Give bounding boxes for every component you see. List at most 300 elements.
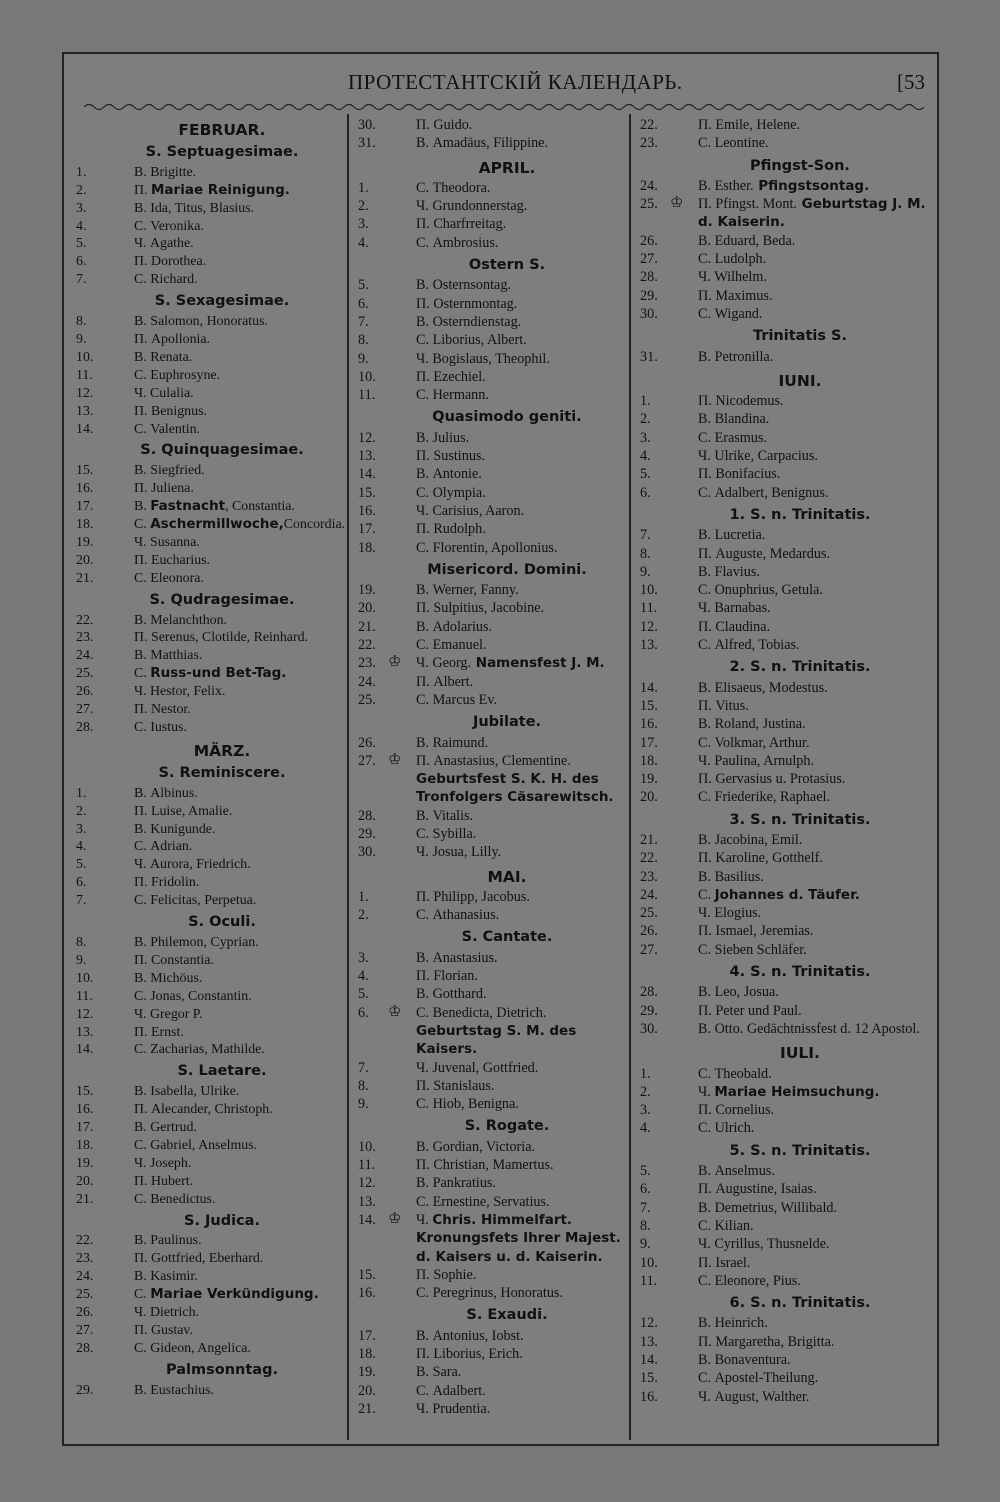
weekday-abbrev: В. xyxy=(134,314,147,330)
sunday-heading: S. Oculi. xyxy=(188,914,256,931)
weekday-abbrev: С. xyxy=(698,789,712,806)
weekday-abbrev: В. xyxy=(416,1138,430,1155)
day-number: 7. xyxy=(76,893,87,909)
calendar-day-row xyxy=(68,1232,346,1250)
saint-names: Eucharius. xyxy=(151,552,211,568)
day-number: 29. xyxy=(640,287,658,304)
calendar-day-row xyxy=(350,1363,634,1381)
day-number: 6. xyxy=(640,484,651,501)
weekday-abbrev: Ч. xyxy=(416,198,429,215)
calendar-day-row xyxy=(350,295,634,313)
day-number: 12. xyxy=(76,1006,94,1022)
feast-day: Geburtstag S. M. des Kaisers. xyxy=(416,1022,577,1058)
calendar-day-row xyxy=(632,1217,938,1235)
calendar-day-row xyxy=(632,1083,938,1101)
saint-names: Peregrinus, Honoratus. xyxy=(432,1285,563,1302)
weekday-abbrev: В. xyxy=(416,429,430,446)
day-number: 18. xyxy=(358,1346,376,1362)
saint-names: Elisaeus, Modestus. xyxy=(714,679,828,696)
day-number: 25. xyxy=(76,666,94,682)
calendar-day-row xyxy=(350,967,634,985)
day-number: 4. xyxy=(76,839,87,855)
day-number: 27. xyxy=(76,1323,94,1338)
calendar-day-row xyxy=(350,734,634,752)
weekday-abbrev: В. xyxy=(134,1120,147,1136)
day-number: 23. xyxy=(76,1251,94,1267)
day-number: 13. xyxy=(640,1333,658,1350)
weekday-abbrev: В. xyxy=(698,831,712,848)
calendar-day-row xyxy=(68,349,346,367)
saint-names: Osternsontag. xyxy=(432,277,511,294)
day-number: 9. xyxy=(76,331,87,347)
calendar-day-row xyxy=(632,752,938,770)
saint-names: Hiob, Benigna. xyxy=(432,1096,519,1113)
day-number: 20. xyxy=(358,600,376,617)
day-number: 10. xyxy=(76,970,94,986)
calendar-day-row xyxy=(632,563,938,581)
weekday-abbrev: В. xyxy=(698,232,712,249)
saint-names: Fridolin. xyxy=(151,875,200,891)
saint-names: Adolarius. xyxy=(432,618,493,635)
day-number: 24. xyxy=(76,648,94,664)
calendar-day-row xyxy=(350,465,634,483)
calendar-day-row xyxy=(68,1340,346,1358)
calendar-day-row xyxy=(632,1020,938,1038)
weekday-abbrev: П. xyxy=(416,1157,430,1174)
day-number: 21. xyxy=(76,1191,94,1207)
calendar-day-row xyxy=(350,1193,634,1211)
day-number: 14. xyxy=(640,1352,658,1368)
day-number: 10. xyxy=(76,349,94,365)
calendar-day-row xyxy=(632,636,938,654)
day-number: 7. xyxy=(640,527,651,544)
calendar-day-row xyxy=(632,1333,938,1351)
sunday-heading: S. Quinquagesimae. xyxy=(140,442,304,459)
day-number: 7. xyxy=(358,313,369,330)
saint-names: Barnabas. xyxy=(714,600,771,617)
day-number: 15. xyxy=(358,1266,376,1283)
weekday-abbrev: С. xyxy=(134,421,147,437)
calendar-day-row xyxy=(68,629,346,647)
weekday-abbrev: В. xyxy=(416,618,430,635)
calendar-day-row xyxy=(68,516,346,534)
weekday-abbrev: С. xyxy=(416,1096,430,1113)
saint-names: Benignus. xyxy=(151,403,207,419)
weekday-abbrev: С. xyxy=(698,734,712,751)
feast-day: Namensfest J. M. xyxy=(471,655,605,672)
weekday-abbrev: П. xyxy=(698,466,712,483)
saint-names: Grundonnerstag. xyxy=(432,198,528,215)
day-number: 16. xyxy=(358,1285,376,1302)
weekday-abbrev: С. xyxy=(416,1193,430,1210)
day-number: 2. xyxy=(358,907,369,924)
calendar-day-row xyxy=(68,892,346,910)
calendar-day-row xyxy=(68,498,346,516)
calendar-day-row xyxy=(68,1155,346,1173)
day-number: 7. xyxy=(640,1199,651,1216)
calendar-day-row xyxy=(632,1369,938,1387)
crown-icon: ♔ xyxy=(388,654,402,671)
weekday-abbrev: В. xyxy=(698,1315,712,1332)
weekday-abbrev: П. xyxy=(416,368,430,385)
weekday-abbrev: П. xyxy=(134,1323,148,1338)
calendar-day-row xyxy=(632,734,938,752)
weekday-abbrev: В. xyxy=(134,349,147,365)
saint-names: Olympia. xyxy=(432,484,486,501)
day-number: 1. xyxy=(640,1065,651,1082)
saint-names: Eleonore, Pius. xyxy=(714,1272,801,1289)
saint-names: Apollonia. xyxy=(151,331,211,347)
weekday-abbrev: П. xyxy=(698,1181,712,1198)
weekday-abbrev: В. xyxy=(698,348,712,365)
weekday-abbrev: П. xyxy=(698,850,712,867)
weekday-abbrev: С. xyxy=(416,907,430,924)
calendar-day-row xyxy=(350,985,634,1003)
weekday-abbrev: Ч. xyxy=(416,844,429,861)
calendar-day-row xyxy=(350,825,634,843)
saint-names: Hubert. xyxy=(151,1173,194,1189)
sunday-heading: Ostern S. xyxy=(468,257,546,274)
weekday-abbrev: С. xyxy=(134,1191,147,1207)
day-number: 14. xyxy=(640,679,658,696)
weekday-abbrev: П. xyxy=(698,697,712,714)
day-number: 17. xyxy=(76,1120,94,1136)
crown-icon: ♔ xyxy=(388,751,402,768)
calendar-day-row xyxy=(68,1304,346,1322)
day-number: 16. xyxy=(358,502,376,519)
calendar-day-row xyxy=(350,843,634,861)
saint-names: Sulpitius, Jacobine. xyxy=(433,600,545,617)
saint-names: Carisius, Aaron. xyxy=(432,502,525,519)
calendar-day-row xyxy=(350,1004,634,1059)
weekday-abbrev: С. xyxy=(698,1217,712,1234)
saint-names: Ida, Titus, Blasius. xyxy=(150,200,255,216)
calendar-day-row xyxy=(350,1284,634,1302)
calendar-day-row xyxy=(632,941,938,959)
day-number: 2. xyxy=(640,411,651,428)
saint-names: Ludolph. xyxy=(714,251,767,268)
feast-day: Pfingstsontag. xyxy=(753,177,870,194)
day-number: 5. xyxy=(640,1163,651,1180)
saint-names: Pfingst. Mont. xyxy=(715,196,797,213)
saint-names: Bonifacius. xyxy=(715,466,781,483)
weekday-abbrev: С. xyxy=(134,517,147,533)
day-number: 12. xyxy=(358,1175,376,1192)
sunday-heading: 4. S. n. Trinitatis. xyxy=(729,964,871,981)
day-number: 13. xyxy=(358,1193,376,1210)
calendar-day-row xyxy=(68,970,346,988)
saint-names: Peter und Paul. xyxy=(715,1002,802,1019)
weekday-abbrev: В. xyxy=(134,1233,147,1249)
weekday-abbrev: В. xyxy=(134,463,147,479)
weekday-abbrev: П. xyxy=(416,1346,430,1362)
saint-names: Juvenal, Gottfried. xyxy=(432,1059,539,1076)
month-heading: IULI. xyxy=(780,1044,820,1063)
calendar-day-row xyxy=(632,1254,938,1272)
day-number: 19. xyxy=(76,1155,94,1171)
weekday-abbrev: С. xyxy=(416,234,430,251)
saint-names: Otto. Gedächtnissfest d. 12 Apostol. xyxy=(714,1020,920,1037)
weekday-abbrev: Ч. xyxy=(416,350,429,367)
day-number: 28. xyxy=(76,720,94,735)
weekday-abbrev: В. xyxy=(416,949,430,966)
weekday-abbrev: П. xyxy=(416,295,430,312)
saint-names: Brigitte. xyxy=(150,164,197,180)
saint-names: Gervasius u. Protasius. xyxy=(715,771,846,788)
day-number: 19. xyxy=(640,771,658,788)
day-number: 1. xyxy=(358,179,369,196)
calendar-day-row xyxy=(632,447,938,465)
saint-names: Culalia. xyxy=(150,385,194,401)
weekday-abbrev: Ч. xyxy=(698,905,711,922)
wavy-rule-ornament xyxy=(84,102,924,112)
day-number: 16. xyxy=(76,1102,94,1118)
day-number: 11. xyxy=(358,1157,376,1174)
calendar-day-row xyxy=(350,234,634,252)
saint-names: Luise, Amalie. xyxy=(151,803,233,819)
calendar-day-row xyxy=(632,788,938,806)
weekday-abbrev: В. xyxy=(698,563,712,580)
day-number: 2. xyxy=(76,182,87,198)
feast-day: Geburtsfest S. K. H. des Tronfolgers Cäsarewitsch. xyxy=(416,771,614,806)
sunday-heading: Palmsonntag. xyxy=(166,1361,278,1378)
feast-day: Chris. Himmelfart. Kronungsfets Ihrer Majest. d. Kaisers u. d. Kaiserin. xyxy=(416,1211,621,1265)
saint-names: Iustus. xyxy=(150,720,187,735)
saint-names: Isabella, Ulrike. xyxy=(150,1084,240,1100)
day-number: 29. xyxy=(76,1382,94,1398)
calendar-day-row xyxy=(632,983,938,1001)
day-number: 1. xyxy=(76,164,87,180)
weekday-abbrev: С. xyxy=(416,691,430,708)
saint-names: Nestor. xyxy=(151,702,191,718)
saint-names: Prudentia. xyxy=(432,1400,491,1417)
calendar-day-row xyxy=(632,1162,938,1180)
calendar-day-row xyxy=(350,1077,634,1095)
saint-names: Georg. xyxy=(432,655,472,672)
day-number: 21. xyxy=(640,831,658,848)
calendar-day-row xyxy=(68,934,346,952)
calendar-day-row xyxy=(632,599,938,617)
weekday-abbrev: С. xyxy=(416,539,430,556)
saint-names: Jacobina, Emil. xyxy=(714,831,803,848)
day-number: 19. xyxy=(76,534,94,550)
day-number: 28. xyxy=(76,1340,94,1356)
weekday-abbrev: С. xyxy=(134,570,147,586)
saint-names: Matthias. xyxy=(150,648,203,664)
feast-day: Johannes d. Täufer. xyxy=(714,886,860,903)
calendar-page xyxy=(62,52,939,1446)
day-number: 22. xyxy=(640,850,658,867)
day-number: 9. xyxy=(358,350,369,367)
calendar-day-row xyxy=(350,313,634,331)
day-number: 4. xyxy=(358,234,369,251)
saint-names: Onuphrius, Getula. xyxy=(714,582,823,599)
calendar-day-row xyxy=(68,1286,346,1304)
calendar-day-row xyxy=(350,618,634,636)
saint-names: Eleonora. xyxy=(150,570,204,586)
saint-names: Charfrreitag. xyxy=(433,216,507,233)
weekday-abbrev: В. xyxy=(416,734,430,751)
calendar-day-row xyxy=(68,367,346,385)
month-heading: MAI. xyxy=(487,867,527,886)
day-number: 4. xyxy=(358,968,369,985)
weekday-abbrev: П. xyxy=(134,702,148,718)
saint-names: Marcus Ev. xyxy=(432,691,498,708)
sunday-heading: S. Reminiscere. xyxy=(158,764,286,781)
weekday-abbrev: П. xyxy=(416,216,430,233)
weekday-abbrev: В. xyxy=(416,986,430,1003)
saint-names: Sieben Schläfer. xyxy=(714,941,807,958)
saint-names: Anselmus. xyxy=(714,1163,775,1180)
calendar-day-row xyxy=(68,271,346,289)
saint-names: Michöus. xyxy=(150,970,203,986)
saint-names: Valentin. xyxy=(150,421,200,437)
weekday-abbrev: В. xyxy=(416,582,430,599)
saint-names: Liborius, Albert. xyxy=(432,332,527,349)
saint-names: Leo, Josua. xyxy=(714,984,779,1001)
weekday-abbrev: П. xyxy=(698,618,712,635)
day-number: 9. xyxy=(640,563,651,580)
day-number: 8. xyxy=(640,1217,651,1234)
saint-names: Ernst. xyxy=(151,1024,184,1040)
day-number: 17. xyxy=(640,734,658,751)
saint-names: Emanuel. xyxy=(432,637,487,654)
calendar-day-row xyxy=(68,1250,346,1268)
sunday-heading: 5. S. n. Trinitatis. xyxy=(729,1142,871,1159)
weekday-abbrev: Ч. xyxy=(698,448,711,465)
day-number: 3. xyxy=(358,949,369,966)
saint-names: Juliena. xyxy=(151,481,194,497)
day-number: 18. xyxy=(358,539,376,556)
calendar-day-row xyxy=(350,134,634,152)
feast-day: Geburtstag J. M. d. Kaiserin. xyxy=(698,196,926,231)
month-heading: MÄRZ. xyxy=(193,741,251,760)
calendar-column-1 xyxy=(68,116,346,1400)
weekday-abbrev: В. xyxy=(134,164,147,180)
weekday-abbrev: П. xyxy=(134,875,148,891)
calendar-day-row xyxy=(350,673,634,691)
weekday-abbrev: П. xyxy=(416,968,430,985)
sunday-heading: S. Sexagesimae. xyxy=(154,293,290,310)
day-number: 4. xyxy=(640,1120,651,1137)
page-header xyxy=(64,70,937,106)
saint-names: Jonas, Constantin. xyxy=(150,988,252,1004)
calendar-day-row xyxy=(632,849,938,867)
calendar-column-3 xyxy=(632,116,938,1406)
weekday-abbrev: П. xyxy=(134,803,148,819)
day-number: 2. xyxy=(358,198,369,215)
day-number: 22. xyxy=(76,612,94,628)
weekday-abbrev: С. xyxy=(698,484,712,501)
saint-names: Elogius. xyxy=(714,905,762,922)
calendar-day-row xyxy=(68,821,346,839)
weekday-abbrev: В. xyxy=(134,934,147,950)
calendar-day-row xyxy=(68,331,346,349)
day-number: 8. xyxy=(640,545,651,562)
saint-names: Kasimir. xyxy=(150,1269,198,1285)
saint-names: Auguste, Medardus. xyxy=(715,545,831,562)
sunday-heading: S. Rogate. xyxy=(464,1118,550,1135)
day-number: 23. xyxy=(640,135,658,152)
day-number: 23. xyxy=(640,868,658,885)
calendar-day-row xyxy=(350,1400,634,1418)
day-number: 16. xyxy=(76,481,94,497)
weekday-abbrev: Ч. xyxy=(698,1388,711,1405)
saint-names: Salomon, Honoratus. xyxy=(150,314,268,330)
calendar-day-row xyxy=(632,268,938,286)
saint-names: August, Walther. xyxy=(714,1388,810,1405)
weekday-abbrev: В. xyxy=(416,1175,430,1192)
saint-names: Volkmar, Arthur. xyxy=(714,734,810,751)
saint-names: Antonie. xyxy=(432,466,482,483)
weekday-abbrev: П. xyxy=(698,771,712,788)
day-number: 27. xyxy=(358,752,376,769)
calendar-day-row xyxy=(68,1268,346,1286)
saint-names: Amadäus, Filippine. xyxy=(432,135,549,152)
day-number: 5. xyxy=(640,466,651,483)
saint-names: Osterndienstag. xyxy=(432,313,522,330)
saint-names: Rudolph. xyxy=(433,521,486,538)
day-number: 11. xyxy=(640,1272,658,1289)
saint-names: Siegfried. xyxy=(150,463,205,479)
weekday-abbrev: В. xyxy=(416,1364,430,1381)
weekday-abbrev: Ч. xyxy=(134,236,147,252)
weekday-abbrev: С. xyxy=(416,484,430,501)
weekday-abbrev: С. xyxy=(416,637,430,654)
day-number: 2. xyxy=(76,803,87,819)
weekday-abbrev: С. xyxy=(134,893,147,909)
weekday-abbrev: В. xyxy=(134,612,147,628)
day-number: 29. xyxy=(640,1002,658,1019)
weekday-abbrev: С. xyxy=(698,251,712,268)
calendar-day-row xyxy=(632,410,938,428)
calendar-day-row xyxy=(350,888,634,906)
calendar-day-row xyxy=(68,421,346,439)
day-number: 10. xyxy=(358,368,376,385)
calendar-day-row xyxy=(68,253,346,271)
calendar-day-row xyxy=(632,232,938,250)
saint-names: Christian, Mamertus. xyxy=(433,1157,554,1174)
weekday-abbrev: П. xyxy=(698,1333,712,1350)
calendar-day-row xyxy=(350,949,634,967)
weekday-abbrev: Ч. xyxy=(416,1400,429,1417)
calendar-day-row xyxy=(68,1024,346,1042)
calendar-day-row xyxy=(68,534,346,552)
saint-names: Blandina. xyxy=(714,411,770,428)
day-number: 12. xyxy=(358,429,376,446)
weekday-abbrev: В. xyxy=(416,277,430,294)
day-number: 17. xyxy=(358,521,376,538)
calendar-day-row xyxy=(350,1174,634,1192)
day-number: 5. xyxy=(76,857,87,873)
calendar-day-row xyxy=(68,612,346,630)
weekday-abbrev: С. xyxy=(698,582,712,599)
calendar-day-row xyxy=(68,988,346,1006)
saint-names: Ismael, Jeremias. xyxy=(715,923,814,940)
calendar-day-row xyxy=(632,922,938,940)
calendar-day-row xyxy=(350,197,634,215)
crown-icon: ♔ xyxy=(388,1210,402,1227)
day-number: 13. xyxy=(358,448,376,465)
saint-names: Antonius, Iobst. xyxy=(432,1327,524,1344)
day-number: 8. xyxy=(76,314,87,330)
weekday-abbrev: В. xyxy=(698,1199,712,1216)
calendar-day-row xyxy=(68,1083,346,1101)
saint-names: Anastasius. xyxy=(432,949,498,966)
day-number: 16. xyxy=(640,1388,658,1405)
calendar-day-row xyxy=(350,691,634,709)
day-number: 26. xyxy=(76,684,94,700)
